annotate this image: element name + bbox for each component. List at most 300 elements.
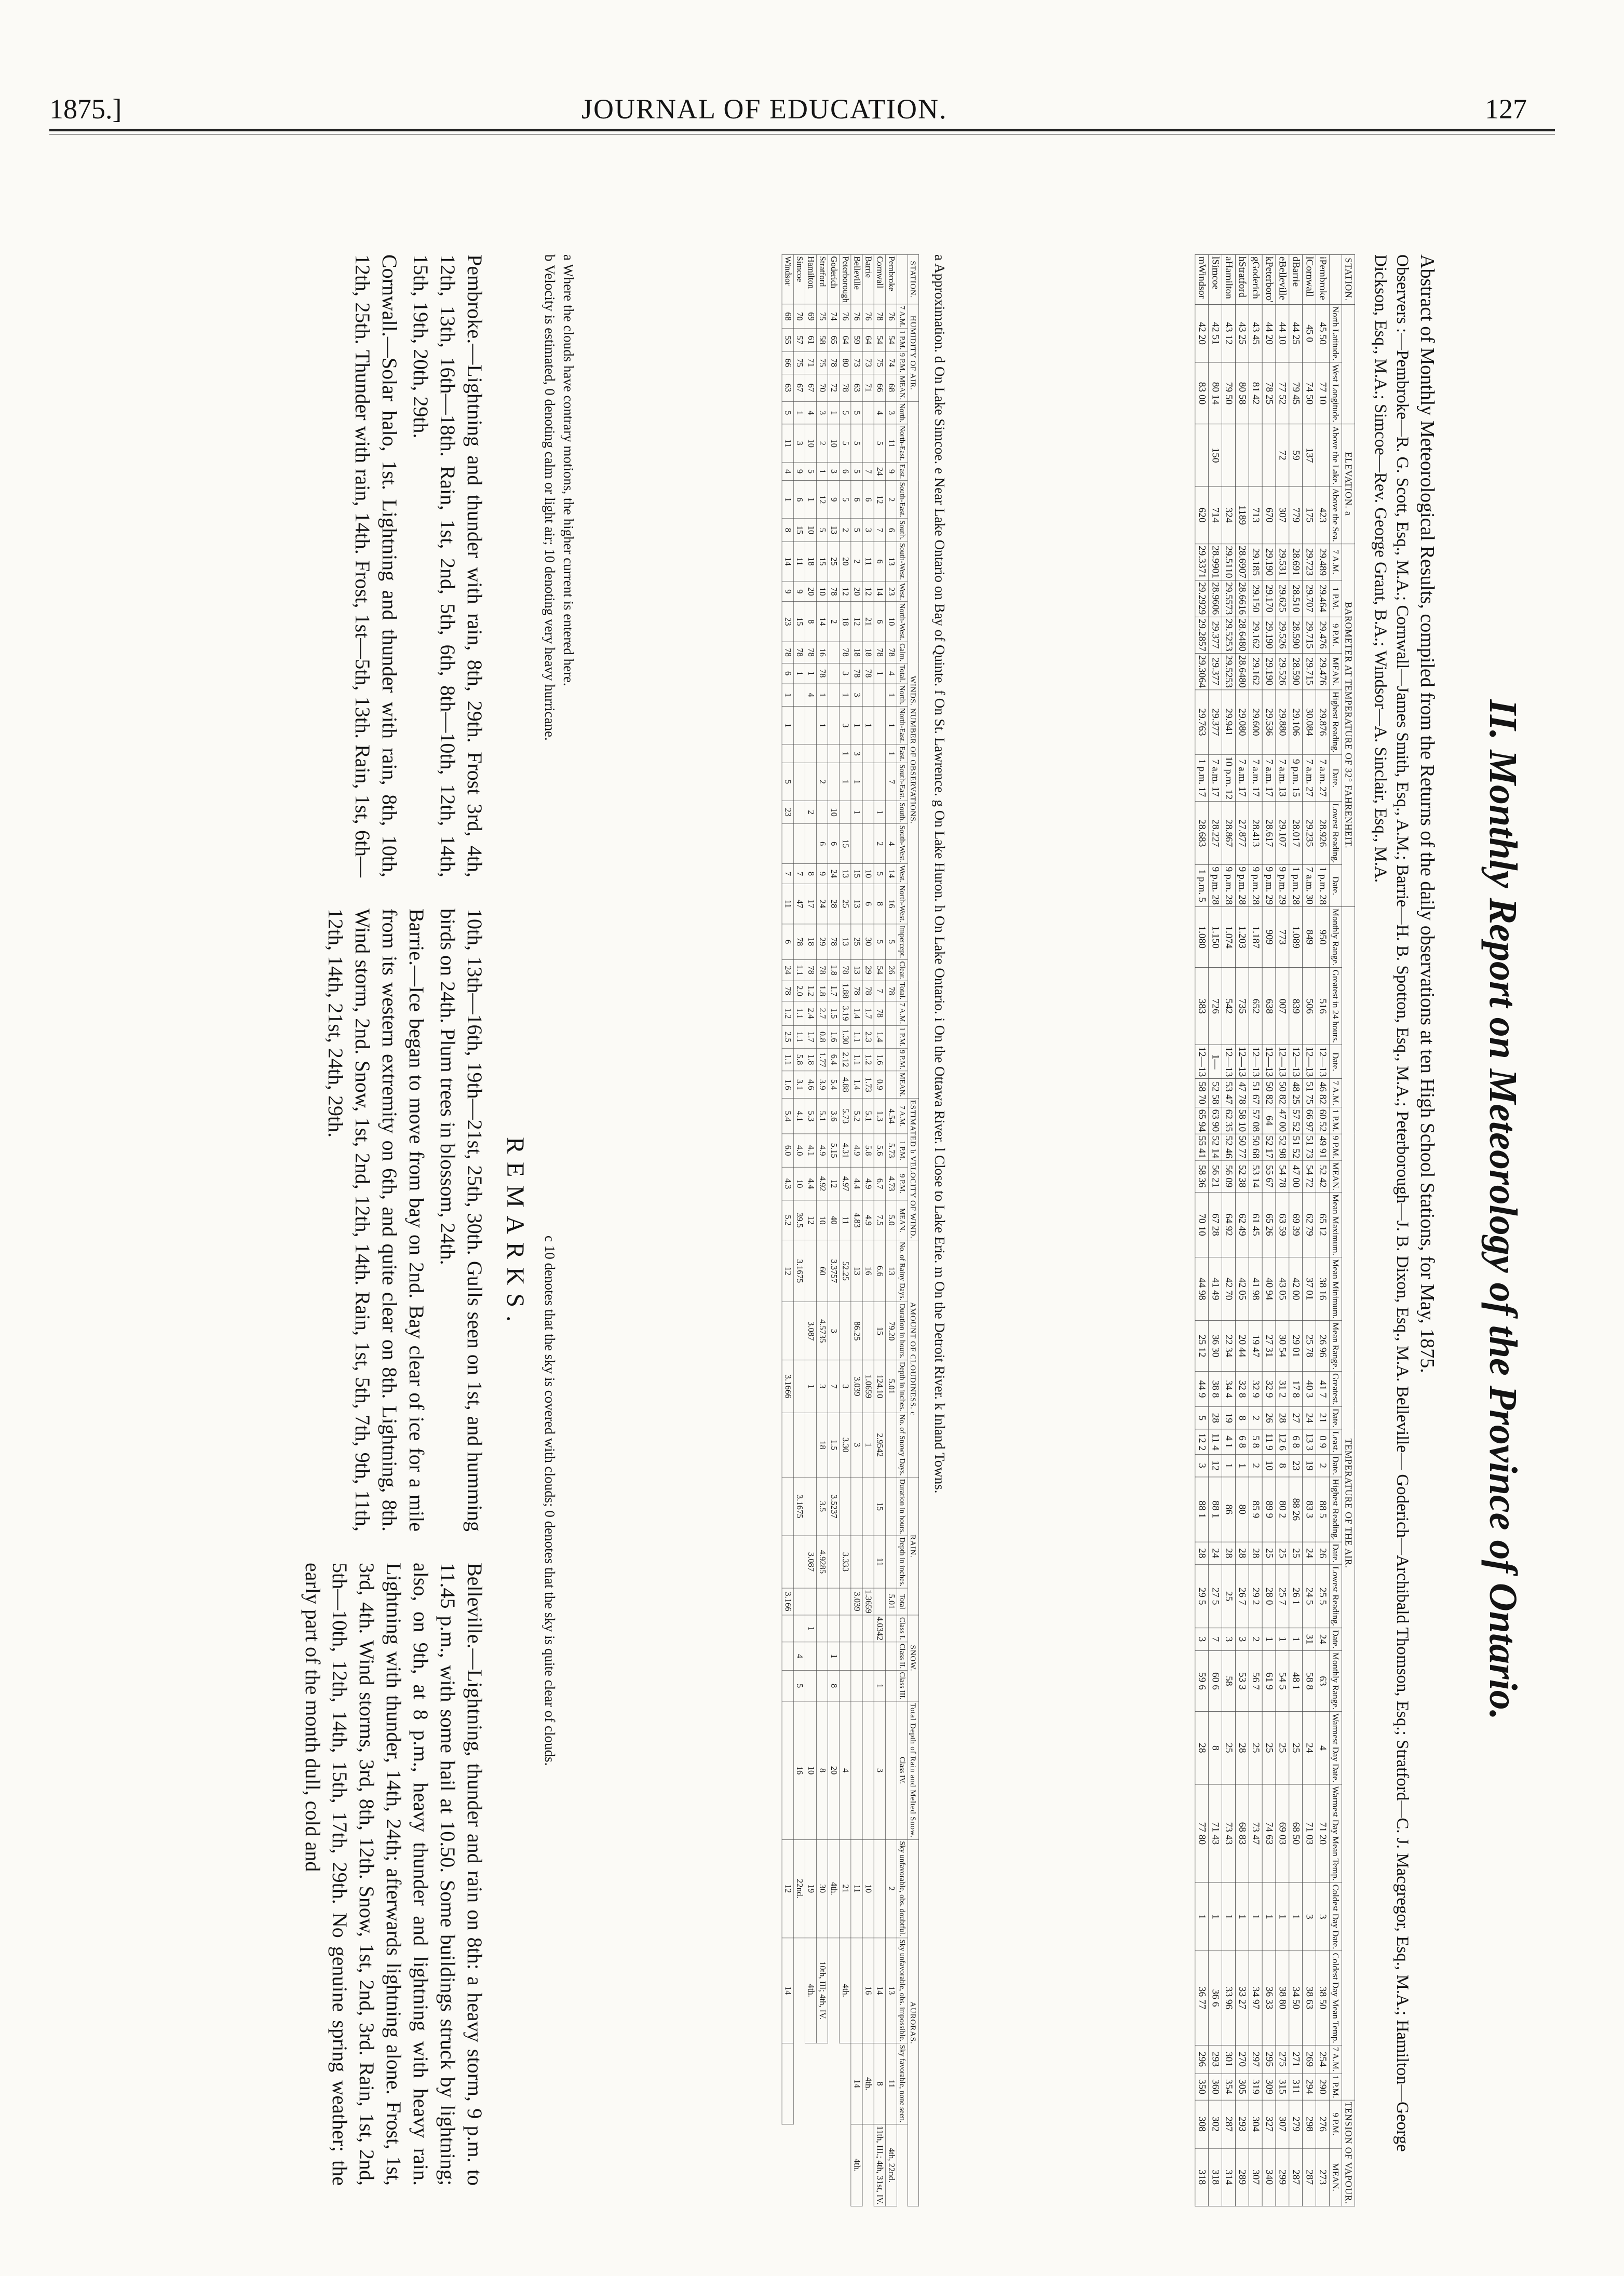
column-header: Highest Reading. — [1329, 689, 1342, 754]
table-cell: 78 — [874, 642, 885, 663]
column-header: No. of Rainy Days. — [897, 1240, 908, 1302]
table-cell: 73 47 — [1249, 1784, 1262, 1882]
table-cell: 47 00 — [1276, 1107, 1289, 1134]
table-cell: 5 — [840, 424, 851, 463]
column-header — [897, 254, 908, 304]
column-header: 7 A.M. — [897, 1001, 908, 1025]
table-cell: 293 — [1209, 2045, 1222, 2074]
table-cell: 60 — [816, 1240, 828, 1302]
table-cell: 5.15 — [828, 1134, 840, 1167]
table-cell: 10 — [828, 424, 840, 463]
footnote-c: c 10 denotes that the sky is covered with clouds; 0 denotes that the sky is quite clear of clouds. — [542, 1236, 558, 1766]
table-cell: 42 51 — [1209, 304, 1222, 362]
table-cell: 2 — [805, 801, 816, 824]
table-cell: 1 — [851, 801, 862, 824]
table-cell — [816, 1615, 828, 1642]
table-cell: 25 — [1249, 1712, 1262, 1784]
table-cell: 29 — [816, 924, 828, 960]
table-cell: 40 — [828, 1200, 840, 1240]
table-cell: 59 6 — [1195, 1650, 1209, 1712]
table-cell: 70 — [793, 304, 805, 329]
table-cell — [885, 1048, 897, 1071]
table-cell: 279 — [1289, 2100, 1303, 2148]
column-header: Calm. — [897, 642, 908, 663]
table-cell: 65 12 — [1316, 1193, 1329, 1257]
table-cell: 8 — [805, 864, 816, 884]
table-cell: 12 — [1209, 1454, 1222, 1477]
table-cell: 1 p.m. 17 — [1195, 754, 1209, 801]
table-cell: 2 — [1316, 1454, 1329, 1477]
table-cell: 80 58 — [1235, 362, 1249, 424]
table-cell — [828, 1615, 840, 1642]
table-cell: 63 — [1316, 1650, 1329, 1712]
table-cell: 42 20 — [1195, 304, 1209, 362]
table-cell: 779 — [1289, 486, 1303, 544]
table-cell — [1195, 424, 1209, 486]
table-cell — [885, 1642, 897, 1671]
table-cell: 1 — [885, 684, 897, 707]
table-cell: 29.489 — [1316, 544, 1329, 580]
table-cell: 714 — [1209, 486, 1222, 544]
table-cell: 4.9 — [851, 1134, 862, 1167]
table-cell: 1.150 — [1209, 906, 1222, 968]
column-header: Lowest Reading. — [1329, 802, 1342, 865]
table-cell: 7 a.m. 17 — [1262, 754, 1276, 801]
column-header: Coldest Day Date. — [1329, 1882, 1342, 1951]
table-cell: 29.190 — [1262, 617, 1276, 653]
table-cell: 294 — [1303, 2074, 1316, 2100]
table-cell — [1249, 424, 1262, 486]
table-cell: 12 — [805, 1200, 816, 1240]
table-cell: 4 1 — [1222, 1429, 1236, 1454]
column-header: Monthly Range. — [1329, 1650, 1342, 1712]
table-cell: 302 — [1209, 2100, 1222, 2148]
table-cell: 58 36 — [1195, 1160, 1209, 1192]
table-cell: 20 — [805, 581, 816, 602]
table-cell: 29.600 — [1249, 689, 1262, 754]
table-cell: 29 2 — [1249, 1564, 1262, 1628]
table-cell: 21 — [840, 1839, 851, 1938]
table-cell: 48 1 — [1289, 1650, 1303, 1712]
column-header: South-West. — [897, 541, 908, 581]
table-cell: 54 — [874, 959, 885, 981]
table-cell: 293 — [1235, 2100, 1249, 2148]
table-cell: 62 79 — [1303, 1193, 1316, 1257]
table-cell: 29.723 — [1303, 544, 1316, 580]
table-cell: 5 — [816, 519, 828, 541]
table-cell: 319 — [1249, 2074, 1262, 2100]
station-name: aHamilton — [1222, 254, 1236, 304]
table-cell: 1 — [1235, 1882, 1249, 1951]
column-header: Total. — [897, 981, 908, 1001]
table-cell: 28.691 — [1289, 544, 1303, 580]
table-cell: 50 68 — [1249, 1134, 1262, 1160]
table-cell: 3.166 — [782, 1588, 793, 1615]
table-cell: 4.1 — [793, 1099, 805, 1134]
table-cell: 3.9 — [816, 1071, 828, 1099]
table-cell: 10 — [805, 519, 816, 541]
footnote-b: b Velocity is estimated, 0 denoting calm or light air; 10 denoting very heavy hurricane. — [542, 254, 558, 741]
page-number: 127 — [1485, 93, 1527, 125]
table-cell: 1.4 — [874, 1025, 885, 1048]
table-cell: 29.880 — [1276, 689, 1289, 754]
table-cell: 25 — [1222, 1712, 1236, 1784]
table-cell — [793, 744, 805, 763]
table-cell: 271 — [1289, 2045, 1303, 2074]
table-cell: 5 — [874, 424, 885, 463]
table-column-header — [897, 254, 908, 2206]
table-cell: 30.084 — [1303, 689, 1316, 754]
table-cell: 27.877 — [1235, 802, 1249, 865]
table-cell: 11 — [793, 541, 805, 581]
table-cell: 15 — [793, 602, 805, 642]
table-cell: 25 — [1289, 1712, 1303, 1784]
table-cell: 287 — [1289, 2148, 1303, 2206]
table-cell: 909 — [1262, 906, 1276, 968]
column-header: South-East. — [897, 480, 908, 519]
table-cell: 63 59 — [1276, 1193, 1289, 1257]
table-cell — [828, 707, 840, 745]
table-cell: 52 38 — [1235, 1160, 1249, 1192]
table-cell: 2.0 — [793, 981, 805, 1001]
table-cell — [840, 1642, 851, 1671]
table-cell: 46 82 — [1316, 1079, 1329, 1107]
table-cell: 28.510 — [1289, 580, 1303, 617]
table-cell — [840, 1670, 851, 1701]
column-header: 1 P.M. — [897, 329, 908, 351]
table-cell: 270 — [1235, 2045, 1249, 2074]
table-row — [862, 254, 874, 2206]
table-cell: 12—13 — [1235, 1045, 1249, 1079]
table-cell: 65 26 — [1262, 1193, 1276, 1257]
table-cell: 54 72 — [1303, 1160, 1316, 1192]
table-cell — [782, 1615, 793, 1642]
table-cell: 1 — [805, 1360, 816, 1413]
table-row — [1262, 254, 1276, 2206]
table-cell — [782, 1302, 793, 1360]
table-cell: 1.080 — [1195, 906, 1209, 968]
table-cell: 88 1 — [1195, 1477, 1209, 1542]
table-cell: 80 2 — [1276, 1477, 1289, 1542]
table-cell: 15 — [840, 823, 851, 863]
table-cell — [805, 707, 816, 745]
column-header: Total — [897, 1588, 908, 1615]
column-header: Warmest Day Date. — [1329, 1712, 1342, 1784]
table-cell: 29.170 — [1262, 580, 1276, 617]
table-cell: 56 09 — [1222, 1160, 1236, 1192]
table-cell: 66 — [874, 374, 885, 402]
table-cell: 4.4 — [851, 1167, 862, 1200]
table-cell: 63 — [782, 374, 793, 402]
column-header: Clear. — [897, 959, 908, 981]
table-row — [1303, 254, 1316, 2206]
table-cell: 1 — [828, 401, 840, 424]
table-cell — [828, 684, 840, 707]
table-cell: 29.5110 — [1222, 544, 1236, 580]
table-cell: 33 96 — [1222, 1951, 1236, 2045]
table-cell — [862, 1615, 874, 1642]
table-cell: 50 77 — [1235, 1134, 1249, 1160]
table-cell: 1.5 — [828, 1413, 840, 1477]
table-cell: 2 — [1249, 1628, 1262, 1651]
table-cell: 29.536 — [1262, 689, 1276, 754]
table-cell: 620 — [1195, 486, 1209, 544]
table-cell: 7 a.m. 17 — [1209, 754, 1222, 801]
table-cell: 79 50 — [1222, 362, 1236, 424]
table-cell: 53 47 — [1222, 1079, 1236, 1107]
table-cell — [793, 684, 805, 707]
column-header: South-West. — [897, 823, 908, 863]
table-cell: 78 — [793, 642, 805, 663]
table-cell: 29.190 — [1262, 653, 1276, 689]
table-row — [1276, 254, 1289, 2206]
table-cell — [828, 763, 840, 801]
table-cell: 88 5 — [1316, 1477, 1329, 1542]
table-cell: 31 — [1303, 1628, 1316, 1651]
column-header: 7 A.M. — [1329, 1079, 1342, 1107]
column-header: South-East. — [897, 763, 908, 801]
table-cell: 1.3 — [874, 1099, 885, 1134]
station-name: Belleville — [851, 254, 862, 304]
table-cell: 1.7 — [805, 1025, 816, 1048]
column-header: MEAN. — [1329, 653, 1342, 689]
table-cell: 2 — [1249, 1407, 1262, 1430]
table-cell: 86.25 — [851, 1302, 862, 1360]
table-cell: 66 97 — [1303, 1107, 1316, 1134]
table-cell: 11 — [885, 424, 897, 463]
table-cell — [851, 823, 862, 863]
table-cell — [862, 1478, 874, 1536]
table-cell: 24 — [816, 884, 828, 924]
column-header: Mean Range. — [1329, 1321, 1342, 1372]
table-cell: 78 — [805, 959, 816, 981]
table-cell: 29.5253 — [1222, 617, 1236, 653]
column-header: Date. — [1329, 754, 1342, 801]
table-cell: 1 — [793, 401, 805, 424]
table-cell: 3 — [1195, 1628, 1209, 1651]
table-cell: 24 5 — [1303, 1564, 1316, 1628]
table-cell: 12—13 — [1195, 1045, 1209, 1079]
table-cell: 68 50 — [1289, 1784, 1303, 1882]
table-cell: 1 p.m. 28 — [1289, 865, 1303, 907]
table-cell: 28.9606 — [1209, 580, 1222, 617]
table-cell: 6 — [874, 541, 885, 581]
winds-table-wrap — [782, 254, 919, 2206]
column-header: No. of Snowy Days. — [897, 1413, 908, 1477]
table-cell — [885, 1001, 897, 1025]
table-cell: 6 8 — [1235, 1429, 1249, 1454]
table-cell: 76 — [885, 304, 897, 329]
table-cell: 1 — [874, 663, 885, 684]
table-cell: 77 80 — [1195, 1784, 1209, 1882]
table-cell — [862, 1642, 874, 1671]
table-cell: 1 — [874, 1670, 885, 1701]
table-cell: 71 — [862, 374, 874, 402]
column-header: Class II. — [897, 1642, 908, 1671]
table-cell: 1.4 — [851, 1071, 862, 1099]
table-cell: 4.0 — [793, 1134, 805, 1167]
table-cell: 27 31 — [1262, 1321, 1276, 1372]
table-cell: 6.7 — [874, 1167, 885, 1200]
table-cell: 24 — [828, 864, 840, 884]
table-cell: 36 30 — [1209, 1321, 1222, 1372]
column-header: Coldest Day Mean Temp. — [1329, 1951, 1342, 2045]
table-cell: 1 — [782, 480, 793, 519]
table-cell — [828, 1588, 840, 1615]
table-cell: 1.074 — [1222, 906, 1236, 968]
table-cell: 78 — [840, 642, 851, 663]
table-cell: 12 2 — [1195, 1429, 1209, 1454]
table-cell: 28.017 — [1289, 802, 1303, 865]
table-cell: 80 — [840, 351, 851, 374]
table-cell — [885, 1701, 897, 1839]
table-cell — [862, 763, 874, 801]
table-cell: 78 — [840, 959, 851, 981]
table-cell: 28.6616 — [1235, 580, 1249, 617]
table-cell: 25 — [828, 541, 840, 581]
table-cell: 4 — [805, 684, 816, 707]
table-cell: 29 01 — [1289, 1321, 1303, 1372]
table-cell: 20 44 — [1235, 1321, 1249, 1372]
table-cell — [1235, 424, 1249, 486]
table-cell: 63 90 — [1209, 1107, 1222, 1134]
table-cell — [782, 1670, 793, 1701]
table-cell: 51 73 — [1303, 1134, 1316, 1160]
table-cell: 5.73 — [840, 1099, 851, 1134]
table-cell: 67 — [805, 374, 816, 402]
table-cell: 1 — [1235, 1454, 1249, 1477]
table-cell: 16 — [862, 1240, 874, 1302]
table-cell: 42 70 — [1222, 1257, 1236, 1321]
column-header: 9 P.M. — [897, 1048, 908, 1071]
table-cell: 4th. — [828, 1839, 840, 1938]
table-cell: 25 5 — [1316, 1564, 1329, 1628]
table-cell: 11th, III.; 4th, 31st, IV. — [874, 2124, 885, 2206]
table-cell: 7 — [862, 463, 874, 481]
table-cell — [816, 1642, 828, 1671]
column-header: West Longitude. — [1329, 362, 1342, 424]
table-cell: 6.4 — [828, 1048, 840, 1071]
table-cell: 1 — [782, 707, 793, 745]
table-cell: 60 52 — [1316, 1107, 1329, 1134]
table-cell: 30 54 — [1276, 1321, 1289, 1372]
table-cell: 5 — [851, 519, 862, 541]
table-column-header — [1329, 254, 1342, 2206]
table-cell: 28 0 — [1262, 1564, 1276, 1628]
table-cell: 1.4 — [851, 1001, 862, 1025]
table-cell — [1316, 424, 1329, 486]
group-header: STATION. — [908, 254, 918, 304]
table-cell: 83 00 — [1195, 362, 1209, 424]
table-cell: 14 — [885, 864, 897, 884]
table-cell: 67 — [793, 374, 805, 402]
table-cell: 4.5735 — [816, 1302, 828, 1360]
table-cell: 19 — [1222, 1407, 1236, 1430]
table-cell: 7 a.m. 27 — [1316, 754, 1329, 801]
table-cell: 5.3 — [805, 1099, 816, 1134]
table-cell: 24 — [1303, 1542, 1316, 1565]
table-cell: 2 — [840, 519, 851, 541]
table-cell: 2 — [874, 823, 885, 863]
table-cell — [885, 1615, 897, 1642]
table-cell — [793, 1360, 805, 1413]
table-cell: 1.0659 — [862, 1360, 874, 1413]
table-cell: 3.1675 — [793, 1478, 805, 1536]
station-name: iPembroke — [1316, 254, 1329, 304]
table-cell: 10 — [805, 424, 816, 463]
table-cell: 298 — [1303, 2100, 1316, 2148]
table-cell: 29.190 — [1262, 544, 1276, 580]
table-cell: 5 — [851, 401, 862, 424]
table-cell: 25 12 — [1195, 1321, 1209, 1372]
table-cell: 3.087 — [805, 1536, 816, 1588]
table-cell: 41 49 — [1209, 1257, 1222, 1321]
table-cell: 36 77 — [1195, 1951, 1209, 2045]
table-cell: 78 — [862, 663, 874, 684]
table-cell: 72 — [1276, 424, 1289, 486]
table-cell — [782, 1701, 793, 1839]
table-cell: 4.9 — [862, 1167, 874, 1200]
table-cell — [862, 424, 874, 463]
table-cell: 3 — [851, 1413, 862, 1477]
table-cell: 41 98 — [1249, 1257, 1262, 1321]
meteorological-table — [1195, 254, 1355, 2206]
table-cell: 3 — [793, 424, 805, 463]
table-cell: 38 63 — [1303, 1951, 1316, 2045]
table-cell: 4 — [885, 663, 897, 684]
table-cell: 307 — [1276, 486, 1289, 544]
column-header: 9 P.M. — [1329, 617, 1342, 653]
table-cell: 32 9 — [1262, 1372, 1276, 1407]
table-cell: 67 28 — [1209, 1193, 1222, 1257]
table-cell: 1 — [1222, 1882, 1236, 1951]
table-cell: 3 — [816, 1360, 828, 1413]
header-year: 1875.] — [49, 93, 122, 125]
table-cell: 29.377 — [1209, 689, 1222, 754]
table-cell — [851, 1670, 862, 1701]
column-header: MEAN. — [897, 374, 908, 402]
table-cell: 7 a.m. 17 — [1235, 754, 1249, 801]
table-cell: 6 8 — [1289, 1429, 1303, 1454]
table-group-header — [1342, 254, 1355, 2206]
table-cell: 290 — [1316, 2074, 1329, 2100]
table-cell: 22 34 — [1222, 1321, 1236, 1372]
table-cell: 4 — [885, 823, 897, 863]
station-name: dBarrie — [1289, 254, 1303, 304]
table-cell — [862, 401, 874, 424]
table-cell: 68 — [782, 304, 793, 329]
table-row — [793, 254, 805, 2206]
table-cell: 14 — [874, 581, 885, 602]
table-cell: 4.9 — [816, 1134, 828, 1167]
column-header: 9 P.M. — [1329, 2100, 1342, 2148]
column-header: North-West. — [897, 884, 908, 924]
table-cell: 37 01 — [1303, 1257, 1316, 1321]
column-header: Highest Reading. — [1329, 1477, 1342, 1542]
table-cell: 340 — [1262, 2148, 1276, 2206]
table-cell: 60 6 — [1209, 1650, 1222, 1712]
table-cell: 9 p.m. 28 — [1222, 865, 1236, 907]
table-cell: 1 — [862, 1413, 874, 1477]
table-cell: 9 p.m. 28 — [1209, 865, 1222, 907]
table-cell: 29.625 — [1276, 580, 1289, 617]
temperature-table-wrap — [1195, 254, 1355, 2206]
station-name: eBelleville — [1276, 254, 1289, 304]
table-cell — [828, 744, 840, 763]
table-cell: 1.1 — [851, 1048, 862, 1071]
table-cell: 5 — [793, 1670, 805, 1701]
table-cell: 2.5 — [782, 1025, 793, 1048]
